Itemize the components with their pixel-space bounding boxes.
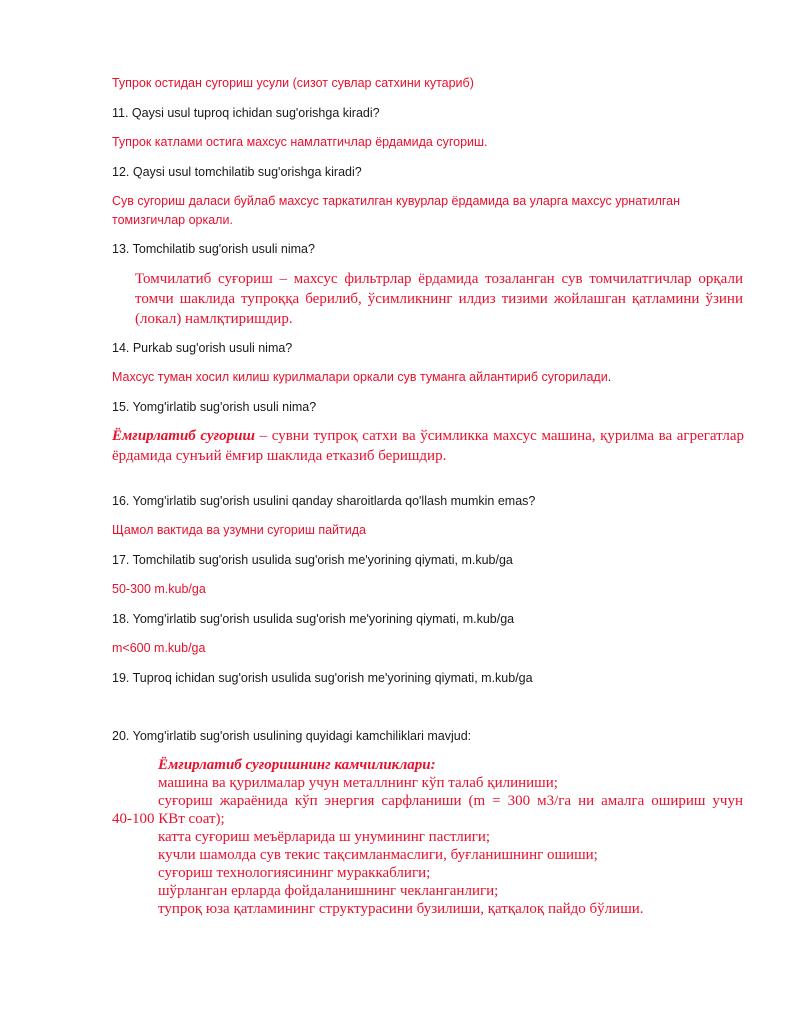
answer-14 <box>112 368 611 386</box>
answer-18: m<600 m.kub/ga <box>112 641 206 655</box>
question-17: 17. Tomchilatib sug'orish usulida sug'orish me'yorining qiymati, m.kub/ga <box>112 553 513 567</box>
disadvantage-item: шўрланган ерларда фойдаланишнинг чекланганлиги; <box>158 883 499 899</box>
answer-11: Тупрок катлами остига махсус намлатгичлар ёрдамида сугориш. <box>112 135 488 149</box>
question-12: 12. Qaysi usul tomchilatib sug'orishga kiradi? <box>112 165 362 179</box>
answer-12-line-1: Сув сугориш даласи буйлаб махсус таркатилган кувурлар ёрдамида ва уларга махсус урнатилган <box>112 194 681 208</box>
disadvantage-item: тупроқ юза қатламининг структурасини бузилиши, қатқалоқ пайдо бўлиши. <box>158 901 644 917</box>
answer-15-term: Ёмғирлатиб суғориш <box>112 428 255 444</box>
disadvantage-item: катта суғориш меъёрларида ш унумининг пастлиги; <box>158 829 491 845</box>
answer-12-line-2: томизгичлар оркали. <box>112 213 233 227</box>
question-18: 18. Yomg'irlatib sug'orish usulida sug'orish me'yorining qiymati, m.kub/ga <box>112 612 515 626</box>
answer-14-period: . <box>607 370 612 384</box>
answer-15-definition: – сувни тупроқ сатхи ва ўсимликка махсус машина, қурилма ва агрегатлар ёрдамида сунъий ёмғир шаклида етказиб беришдир. <box>112 428 744 464</box>
disadvantage-item: кучли шамолда сув текис тақсимланмаслиги, буғланишнинг ошиши; <box>158 847 598 863</box>
answer-15 <box>112 426 744 466</box>
disadvantage-item-continuation: 40-100 КВт соат); <box>112 811 225 827</box>
question-16: 16. Yomg'irlatib sug'orish usulini qanday sharoitlarda qo'llash mumkin emas? <box>112 494 536 508</box>
question-14: 14. Purkab sug'orish usuli nima? <box>112 341 293 355</box>
question-19: 19. Tuproq ichidan sug'orish usulida sug'orish me'yorining qiymati, m.kub/ga <box>112 671 533 685</box>
disadvantage-item: машина ва қурилмалар учун металлнинг кўп талаб қилиниши; <box>158 775 558 791</box>
answer-17: 50-300 m.kub/ga <box>112 582 206 596</box>
answer-14-text: Махсус туман хосил килиш курилмалари оркали сув туманга айлантириб сугорилади <box>112 370 608 384</box>
disadvantages-title: Ёмғирлатиб суғоришнинг камчиликлари: <box>158 757 436 773</box>
disadvantage-item: суғориш технологиясининг мураккаблиги; <box>158 865 431 881</box>
question-13: 13. Tomchilatib sug'orish usuli nima? <box>112 242 315 256</box>
disadvantage-item: суғориш жараёнида кўп энергия сарфланиши (m = 300 м3/га ни амалга ошириш учун <box>158 793 743 809</box>
question-15: 15. Yomg'irlatib sug'orish usuli nima? <box>112 400 317 414</box>
question-20: 20. Yomg'irlatib sug'orish usulining quyidagi kamchiliklari mavjud: <box>112 729 472 743</box>
answer-10: Тупрок остидан сугориш усули (сизот сувлар сатхини кутариб) <box>112 76 474 90</box>
question-11: 11. Qaysi usul tuproq ichidan sug'orishga kiradi? <box>112 106 380 120</box>
answer-13: Томчилатиб суғориш – махсус фильтрлар ёрдамида тозаланган сув томчилатгичлар орқали томчи шаклида тупроққа берилиб, ўсимликнинг илдиз тизими жойлашган қатламини ўзини (локал) намлқтиришдир. <box>135 271 743 327</box>
answer-16: Щамол вактида ва узумни сугориш пайтида <box>112 523 366 537</box>
